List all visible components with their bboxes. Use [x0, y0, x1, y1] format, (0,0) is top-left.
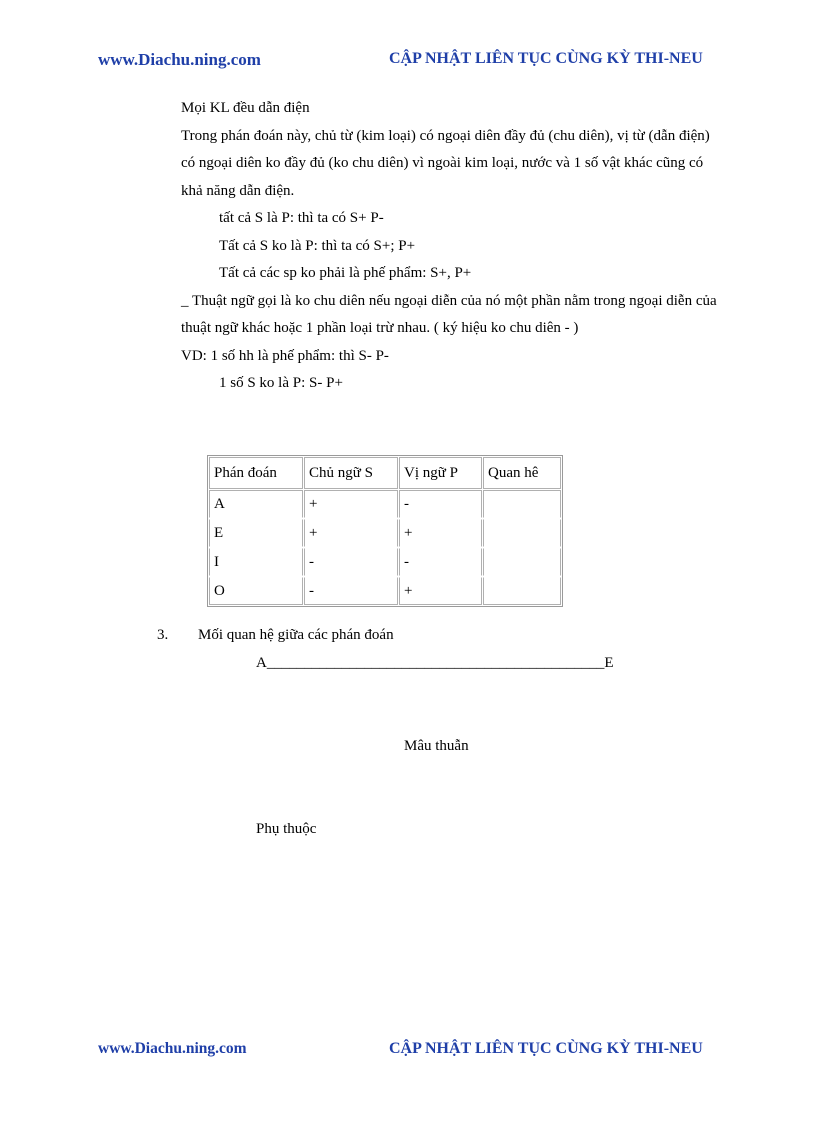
- table-cell: -: [304, 548, 398, 576]
- paragraph: Mọi KL đều dẫn điện: [181, 100, 310, 116]
- table-header-row: [209, 457, 561, 489]
- table-cell: -: [304, 577, 398, 605]
- table-cell: I: [209, 548, 303, 576]
- section-title: Mối quan hệ giữa các phán đoán: [198, 627, 394, 643]
- table-row: [209, 519, 561, 547]
- header-site-link[interactable]: www.Diachu.ning.com: [98, 50, 261, 69]
- paragraph: VD: 1 số hh là phế phẩm: thì S- P-: [181, 347, 389, 364]
- table-row: [209, 490, 561, 518]
- paragraph: _ Thuật ngữ gọi là ko chu diên nếu ngoại diễn của nó một phần nằm trong ngoại diễn của thuật ngữ khác hoặc 1 phần loại trừ nhau. ( ký hiệu ko chu diên - ): [181, 292, 717, 336]
- table-cell: [483, 519, 561, 547]
- table-cell: [483, 548, 561, 576]
- label-contradiction: Mâu thuẫn: [404, 738, 469, 754]
- judgment-table: [207, 455, 563, 607]
- table-header-cell: Chủ ngữ S: [304, 457, 398, 489]
- table-cell: [483, 577, 561, 605]
- table-cell: A: [209, 490, 303, 518]
- footer-tagline: CẬP NHẬT LIÊN TỤC CÙNG KỲ THI-NEU: [389, 1040, 703, 1057]
- table-row: [209, 548, 561, 576]
- footer-site-link[interactable]: www.Diachu.ning.com: [98, 1040, 247, 1057]
- table-cell: -: [399, 548, 482, 576]
- table-header-cell: Phán đoán: [209, 457, 303, 489]
- paragraph: 1 số S ko là P: S- P+: [219, 375, 343, 391]
- table-cell: O: [209, 577, 303, 605]
- paragraph: Tất cả các sp ko phải là phế phẩm: S+, P+: [219, 265, 472, 281]
- header-tagline: CẬP NHẬT LIÊN TỤC CÙNG KỲ THI-NEU: [389, 50, 703, 67]
- paragraph: Trong phán đoán này, chủ từ (kim loại) có ngoại diên đầy đủ (chu diên), vị từ (dẫn điện) có ngoại diên ko đầy đủ (ko chu diên) vì ngoài kim loại, nước và 1 số vật khác cũng có khả năng dẫn điện.: [181, 127, 710, 199]
- table-cell: [483, 490, 561, 518]
- table-cell: +: [304, 490, 398, 518]
- table-header-cell: Vị ngữ P: [399, 457, 482, 489]
- paragraph: tất cả S là P: thì ta có S+ P-: [219, 210, 384, 226]
- section-number: 3.: [157, 627, 169, 643]
- table-header-cell: Quan hê: [483, 457, 561, 489]
- table-cell: E: [209, 519, 303, 547]
- label-dependency: Phụ thuộc: [256, 821, 317, 837]
- table-cell: -: [399, 490, 482, 518]
- table-row: [209, 577, 561, 605]
- table-cell: +: [399, 519, 482, 547]
- relation-line-a-e: A_____________________________________________E: [256, 655, 614, 671]
- table-cell: +: [399, 577, 482, 605]
- table-cell: +: [304, 519, 398, 547]
- paragraph: Tất cả S ko là P: thì ta có S+; P+: [219, 237, 416, 254]
- body-text: [181, 95, 721, 398]
